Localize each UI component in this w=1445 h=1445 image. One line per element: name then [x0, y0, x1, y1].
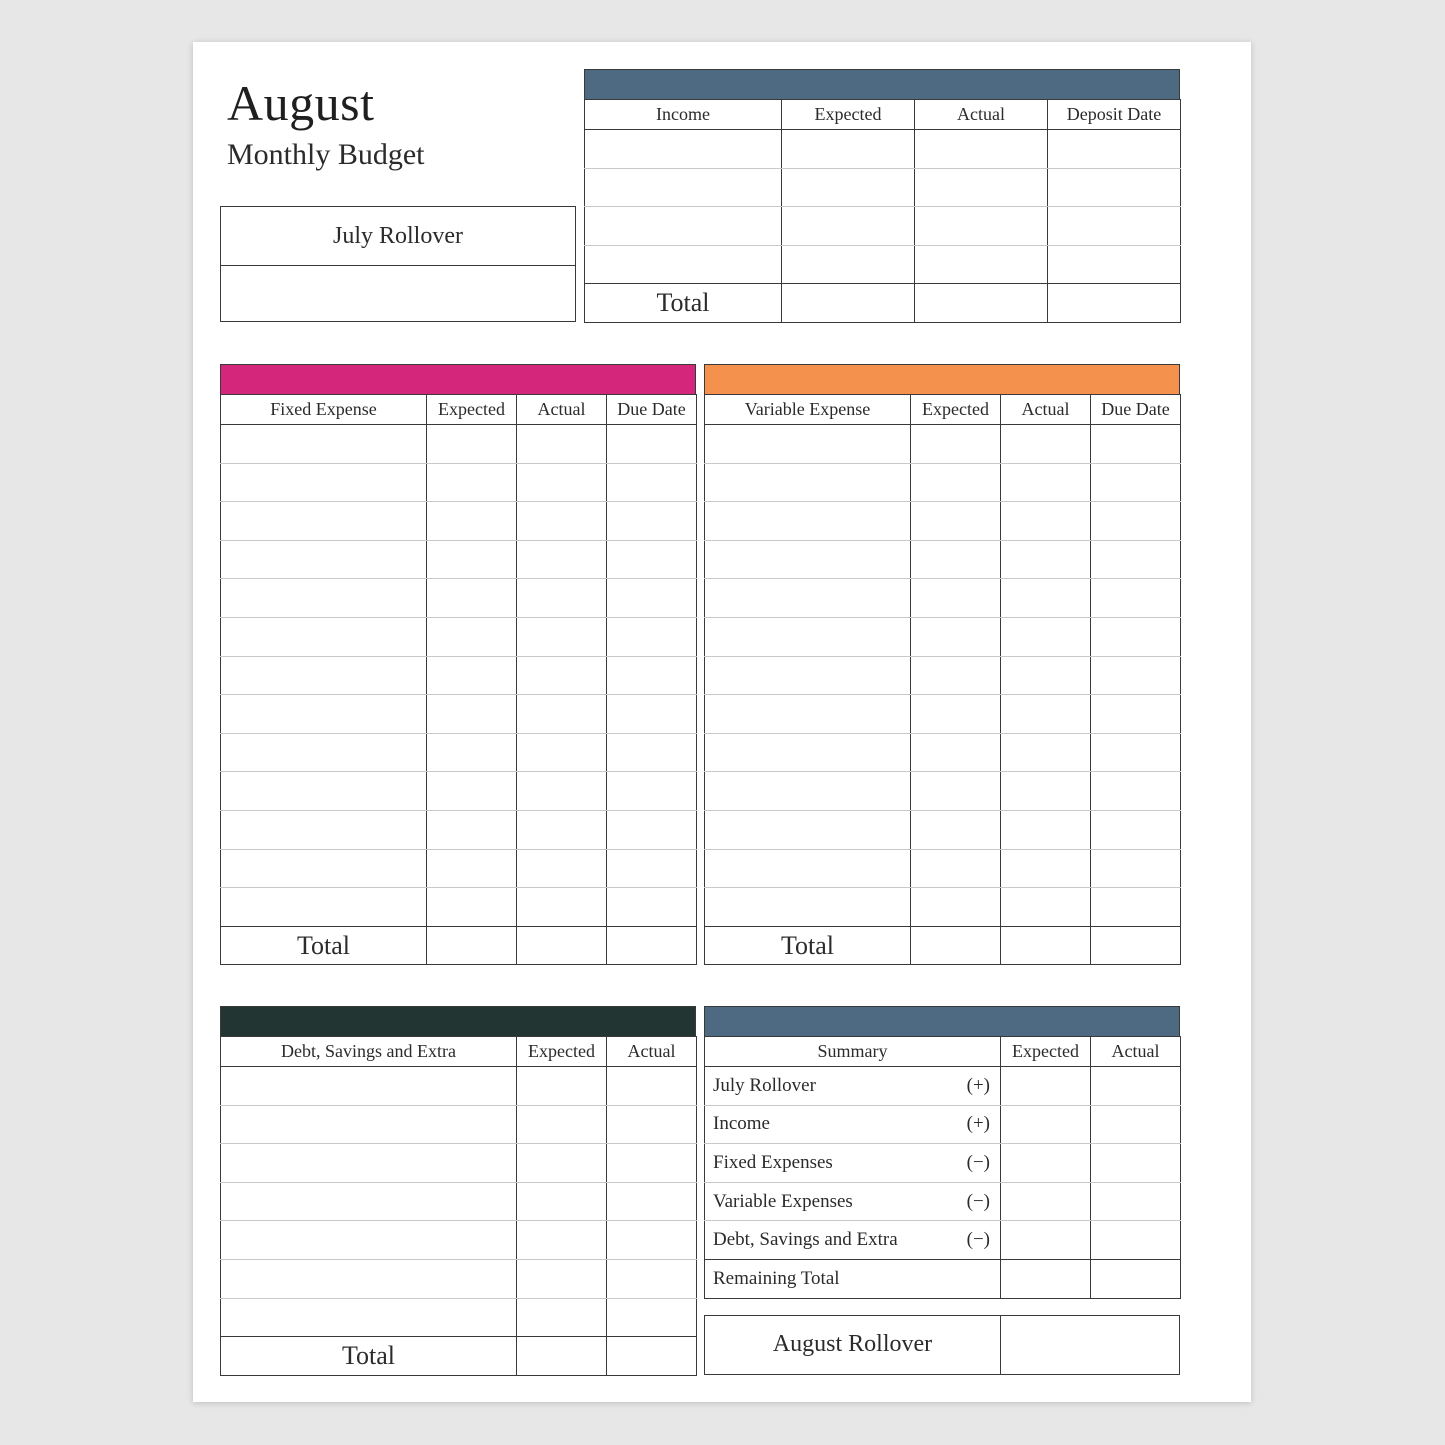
variable-entry-cell[interactable]	[1091, 656, 1181, 695]
fixed-entry-row	[221, 695, 697, 734]
variable-entry-row	[705, 463, 1181, 502]
income-entry-cell[interactable]	[915, 207, 1048, 246]
debt-entry-cell[interactable]	[517, 1221, 607, 1260]
debt-entry-cell[interactable]	[221, 1105, 517, 1144]
variable-entry-row	[705, 540, 1181, 579]
income-body	[585, 130, 1181, 284]
sign-label: (+)	[966, 1074, 990, 1096]
debt-entry-cell[interactable]	[607, 1259, 697, 1298]
summary-actual-cell[interactable]	[1091, 1105, 1181, 1144]
fixed-entry-cell[interactable]	[221, 656, 427, 695]
debt-entry-row	[221, 1259, 697, 1298]
fixed-entry-row	[221, 733, 697, 772]
fixed-entry-cell[interactable]	[427, 772, 517, 811]
variable-entry-cell[interactable]	[1091, 695, 1181, 734]
fixed-entry-cell[interactable]	[427, 888, 517, 927]
debt-entry-cell[interactable]	[517, 1067, 607, 1106]
income-entry-cell[interactable]	[915, 245, 1048, 284]
variable-total-date[interactable]	[1091, 926, 1181, 965]
income-entry-row	[585, 245, 1181, 284]
variable-entry-cell[interactable]	[705, 425, 911, 464]
debt-entry-cell[interactable]	[607, 1105, 697, 1144]
fixed-entry-cell[interactable]	[517, 463, 607, 502]
remaining-total-label: Remaining Total	[705, 1259, 1001, 1298]
fixed-entry-cell[interactable]	[517, 810, 607, 849]
fixed-total-expected[interactable]	[427, 926, 517, 965]
variable-entry-cell[interactable]	[911, 656, 1001, 695]
fixed-entry-cell[interactable]	[517, 849, 607, 888]
debt-total-label: Total	[221, 1337, 517, 1376]
expected-col-header: Expected	[517, 1037, 607, 1067]
fixed-entry-cell[interactable]	[427, 540, 517, 579]
debt-total-row	[221, 1337, 697, 1376]
fixed-total-actual[interactable]	[517, 926, 607, 965]
variable-entry-cell[interactable]	[1001, 463, 1091, 502]
summary-actual-cell[interactable]	[1091, 1144, 1181, 1183]
variable-total-label: Total	[705, 926, 911, 965]
income-entry-cell[interactable]	[585, 168, 782, 207]
variable-entry-cell[interactable]	[911, 502, 1001, 541]
debt-total-actual[interactable]	[607, 1337, 697, 1376]
july-rollover-box	[220, 206, 576, 322]
income-entry-cell[interactable]	[782, 130, 915, 169]
fixed-entry-row	[221, 772, 697, 811]
fixed-entry-cell[interactable]	[517, 540, 607, 579]
variable-entry-cell[interactable]	[1091, 888, 1181, 927]
debt-entry-row	[221, 1105, 697, 1144]
remaining-actual-cell[interactable]	[1091, 1259, 1181, 1298]
august-rollover-box	[704, 1315, 1180, 1375]
fixed-entry-cell[interactable]	[427, 733, 517, 772]
variable-entry-cell[interactable]	[1091, 502, 1181, 541]
income-entry-cell[interactable]	[585, 207, 782, 246]
income-header-bar	[584, 69, 1180, 99]
fixed-entry-cell[interactable]	[427, 810, 517, 849]
income-total-expected[interactable]	[782, 284, 915, 323]
summary-row-label	[705, 1221, 1001, 1260]
fixed-entry-cell[interactable]	[221, 810, 427, 849]
fixed-entry-cell[interactable]	[427, 695, 517, 734]
summary-row	[705, 1067, 1181, 1106]
variable-entry-cell[interactable]	[1001, 425, 1091, 464]
summary-row-label	[705, 1144, 1001, 1183]
fixed-entry-cell[interactable]	[517, 733, 607, 772]
variable-entry-cell[interactable]	[911, 425, 1001, 464]
variable-entry-cell[interactable]	[1001, 617, 1091, 656]
variable-header-row	[705, 395, 1181, 425]
variable-entry-cell[interactable]	[705, 540, 911, 579]
summary-actual-cell[interactable]	[1091, 1221, 1181, 1260]
fixed-entry-row	[221, 579, 697, 618]
fixed-entry-cell[interactable]	[427, 579, 517, 618]
fixed-entry-cell[interactable]	[221, 463, 427, 502]
summary-expected-cell[interactable]	[1001, 1105, 1091, 1144]
variable-entry-cell[interactable]	[1001, 888, 1091, 927]
variable-entry-cell[interactable]	[1091, 849, 1181, 888]
summary-expected-cell[interactable]	[1001, 1144, 1091, 1183]
actual-col-header: Actual	[915, 100, 1048, 130]
summary-col-header: Summary	[705, 1037, 1001, 1067]
debt-entry-cell[interactable]	[517, 1105, 607, 1144]
summary-row	[705, 1105, 1181, 1144]
fixed-entry-cell[interactable]	[517, 888, 607, 927]
debt-body	[221, 1067, 697, 1337]
variable-entry-cell[interactable]	[1001, 733, 1091, 772]
variable-expense-table	[704, 394, 1181, 965]
fixed-header-row	[221, 395, 697, 425]
variable-entry-cell[interactable]	[911, 888, 1001, 927]
variable-entry-cell[interactable]	[705, 656, 911, 695]
variable-entry-cell[interactable]	[1091, 617, 1181, 656]
variable-entry-cell[interactable]	[1001, 502, 1091, 541]
fixed-entry-row	[221, 888, 697, 927]
summary-expected-cell[interactable]	[1001, 1182, 1091, 1221]
debt-entry-cell[interactable]	[607, 1182, 697, 1221]
variable-entry-cell[interactable]	[1091, 772, 1181, 811]
fixed-entry-row	[221, 502, 697, 541]
expected-col-header: Expected	[1001, 1037, 1091, 1067]
variable-entry-cell[interactable]	[1001, 810, 1091, 849]
variable-entry-cell[interactable]	[705, 888, 911, 927]
due-date-col-header: Due Date	[607, 395, 697, 425]
summary-expected-cell[interactable]	[1001, 1067, 1091, 1106]
debt-entry-cell[interactable]	[607, 1221, 697, 1260]
debt-header-bar	[220, 1006, 696, 1036]
variable-entry-cell[interactable]	[911, 579, 1001, 618]
fixed-entry-cell[interactable]	[607, 425, 697, 464]
debt-savings-table	[220, 1036, 697, 1376]
august-rollover-amount-field[interactable]	[1001, 1316, 1179, 1374]
fixed-entry-cell[interactable]	[517, 425, 607, 464]
variable-entry-row	[705, 695, 1181, 734]
fixed-entry-cell[interactable]	[221, 888, 427, 927]
debt-entry-cell[interactable]	[517, 1298, 607, 1337]
fixed-entry-cell[interactable]	[607, 695, 697, 734]
fixed-entry-cell[interactable]	[517, 772, 607, 811]
fixed-total-row	[221, 926, 697, 965]
income-entry-row	[585, 130, 1181, 169]
variable-entry-cell[interactable]	[1001, 579, 1091, 618]
variable-entry-cell[interactable]	[705, 810, 911, 849]
variable-entry-cell[interactable]	[1001, 695, 1091, 734]
july-rollover-label: July Rollover	[221, 207, 575, 266]
actual-col-header: Actual	[1001, 395, 1091, 425]
income-entry-cell[interactable]	[1048, 245, 1181, 284]
summary-row-label	[705, 1067, 1001, 1106]
income-entry-cell[interactable]	[915, 130, 1048, 169]
actual-col-header: Actual	[607, 1037, 697, 1067]
income-total-row	[585, 284, 1181, 323]
variable-entry-cell[interactable]	[911, 733, 1001, 772]
variable-entry-cell[interactable]	[705, 463, 911, 502]
variable-entry-cell[interactable]	[705, 502, 911, 541]
fixed-entry-cell[interactable]	[221, 540, 427, 579]
summary-row-label	[705, 1182, 1001, 1221]
income-col-header: Income	[585, 100, 782, 130]
fixed-expense-col-header: Fixed Expense	[221, 395, 427, 425]
income-entry-cell[interactable]	[1048, 130, 1181, 169]
august-rollover-label: August Rollover	[705, 1316, 1001, 1374]
summary-header-bar	[704, 1006, 1180, 1036]
income-entry-row	[585, 207, 1181, 246]
fixed-entry-cell[interactable]	[517, 695, 607, 734]
variable-entry-row	[705, 733, 1181, 772]
remaining-expected-cell[interactable]	[1001, 1259, 1091, 1298]
fixed-entry-cell[interactable]	[607, 849, 697, 888]
variable-entry-cell[interactable]	[1001, 772, 1091, 811]
debt-entry-cell[interactable]	[221, 1182, 517, 1221]
expected-col-header: Expected	[911, 395, 1001, 425]
variable-entry-row	[705, 656, 1181, 695]
fixed-entry-cell[interactable]	[607, 772, 697, 811]
summary-row-label	[705, 1105, 1001, 1144]
variable-entry-row	[705, 888, 1181, 927]
fixed-entry-row	[221, 656, 697, 695]
variable-entry-cell[interactable]	[911, 849, 1001, 888]
variable-entry-row	[705, 617, 1181, 656]
due-date-col-header: Due Date	[1091, 395, 1181, 425]
variable-total-row	[705, 926, 1181, 965]
income-table	[584, 99, 1181, 323]
actual-col-header: Actual	[517, 395, 607, 425]
fixed-entry-cell[interactable]	[221, 772, 427, 811]
income-entry-row	[585, 168, 1181, 207]
income-total-label: Total	[585, 284, 782, 323]
variable-total-actual[interactable]	[1001, 926, 1091, 965]
row-label-text: Income	[713, 1113, 770, 1135]
fixed-entry-cell[interactable]	[221, 695, 427, 734]
fixed-entry-cell[interactable]	[221, 617, 427, 656]
variable-entry-cell[interactable]	[911, 540, 1001, 579]
income-entry-cell[interactable]	[782, 245, 915, 284]
variable-entry-cell[interactable]	[705, 772, 911, 811]
fixed-entry-cell[interactable]	[607, 656, 697, 695]
debt-entry-cell[interactable]	[607, 1144, 697, 1183]
sign-label: (−)	[966, 1151, 990, 1173]
fixed-entry-cell[interactable]	[607, 888, 697, 927]
page-title: August	[227, 75, 375, 131]
fixed-expense-table	[220, 394, 697, 965]
variable-entry-cell[interactable]	[1091, 810, 1181, 849]
sign-label: (+)	[966, 1113, 990, 1135]
variable-entry-cell[interactable]	[705, 733, 911, 772]
variable-entry-cell[interactable]	[911, 695, 1001, 734]
debt-header-row	[221, 1037, 697, 1067]
fixed-entry-cell[interactable]	[221, 425, 427, 464]
variable-entry-row	[705, 772, 1181, 811]
fixed-entry-cell[interactable]	[607, 502, 697, 541]
variable-entry-cell[interactable]	[1091, 425, 1181, 464]
income-header-row	[585, 100, 1181, 130]
debt-col-header: Debt, Savings and Extra	[221, 1037, 517, 1067]
income-entry-cell[interactable]	[1048, 168, 1181, 207]
row-label-text: Fixed Expenses	[713, 1151, 833, 1173]
debt-entry-cell[interactable]	[517, 1259, 607, 1298]
debt-entry-cell[interactable]	[607, 1067, 697, 1106]
income-entry-cell[interactable]	[585, 245, 782, 284]
debt-entry-cell[interactable]	[517, 1182, 607, 1221]
summary-header-row	[705, 1037, 1181, 1067]
income-total-actual[interactable]	[915, 284, 1048, 323]
debt-entry-row	[221, 1067, 697, 1106]
fixed-entry-cell[interactable]	[221, 733, 427, 772]
fixed-entry-cell[interactable]	[607, 810, 697, 849]
sign-label: (−)	[966, 1229, 990, 1251]
fixed-entry-cell[interactable]	[427, 425, 517, 464]
debt-entry-cell[interactable]	[517, 1144, 607, 1183]
debt-entry-cell[interactable]	[607, 1298, 697, 1337]
debt-total-expected[interactable]	[517, 1337, 607, 1376]
variable-entry-row	[705, 849, 1181, 888]
income-entry-cell[interactable]	[915, 168, 1048, 207]
variable-entry-cell[interactable]	[1091, 540, 1181, 579]
debt-entry-row	[221, 1298, 697, 1337]
expected-col-header: Expected	[427, 395, 517, 425]
fixed-entry-cell[interactable]	[607, 540, 697, 579]
variable-entry-cell[interactable]	[1001, 849, 1091, 888]
page-subtitle: Monthly Budget	[227, 138, 425, 171]
fixed-entry-cell[interactable]	[607, 579, 697, 618]
variable-entry-row	[705, 579, 1181, 618]
variable-entry-cell[interactable]	[1091, 579, 1181, 618]
variable-entry-cell[interactable]	[705, 579, 911, 618]
summary-table	[704, 1036, 1181, 1299]
fixed-entry-cell[interactable]	[517, 502, 607, 541]
row-label-text: Variable Expenses	[713, 1190, 853, 1212]
debt-entry-cell[interactable]	[221, 1144, 517, 1183]
fixed-entry-cell[interactable]	[427, 656, 517, 695]
fixed-entry-cell[interactable]	[221, 579, 427, 618]
debt-entry-row	[221, 1221, 697, 1260]
july-rollover-amount-field[interactable]	[221, 266, 575, 322]
summary-actual-cell[interactable]	[1091, 1182, 1181, 1221]
debt-entry-cell[interactable]	[221, 1298, 517, 1337]
fixed-entry-row	[221, 617, 697, 656]
debt-entry-cell[interactable]	[221, 1067, 517, 1106]
remaining-total-row	[705, 1259, 1181, 1298]
fixed-entry-row	[221, 540, 697, 579]
summary-row	[705, 1221, 1181, 1260]
income-entry-cell[interactable]	[782, 207, 915, 246]
debt-entry-cell[interactable]	[221, 1221, 517, 1260]
variable-header-bar	[704, 364, 1180, 394]
fixed-entry-cell[interactable]	[517, 579, 607, 618]
variable-body	[705, 425, 1181, 927]
fixed-header-bar	[220, 364, 696, 394]
fixed-body	[221, 425, 697, 927]
expected-col-header: Expected	[782, 100, 915, 130]
fixed-entry-cell[interactable]	[517, 656, 607, 695]
fixed-entry-cell[interactable]	[607, 733, 697, 772]
variable-entry-cell[interactable]	[911, 772, 1001, 811]
income-entry-cell[interactable]	[1048, 207, 1181, 246]
summary-row	[705, 1182, 1181, 1221]
fixed-entry-cell[interactable]	[607, 463, 697, 502]
summary-expected-cell[interactable]	[1001, 1221, 1091, 1260]
variable-entry-cell[interactable]	[911, 463, 1001, 502]
fixed-entry-cell[interactable]	[427, 617, 517, 656]
fixed-entry-cell[interactable]	[517, 617, 607, 656]
sign-label: (−)	[966, 1190, 990, 1212]
fixed-entry-cell[interactable]	[427, 502, 517, 541]
variable-entry-cell[interactable]	[705, 849, 911, 888]
variable-entry-cell[interactable]	[705, 695, 911, 734]
fixed-entry-row	[221, 849, 697, 888]
variable-entry-row	[705, 810, 1181, 849]
variable-total-expected[interactable]	[911, 926, 1001, 965]
fixed-entry-cell[interactable]	[427, 463, 517, 502]
variable-entry-cell[interactable]	[911, 810, 1001, 849]
summary-row	[705, 1144, 1181, 1183]
fixed-entry-cell[interactable]	[607, 617, 697, 656]
fixed-total-label: Total	[221, 926, 427, 965]
row-label-text: July Rollover	[713, 1074, 816, 1096]
fixed-entry-row	[221, 463, 697, 502]
income-entry-cell[interactable]	[782, 168, 915, 207]
variable-entry-cell[interactable]	[1091, 463, 1181, 502]
fixed-entry-cell[interactable]	[427, 849, 517, 888]
variable-entry-row	[705, 502, 1181, 541]
fixed-entry-cell[interactable]	[221, 502, 427, 541]
income-entry-cell[interactable]	[585, 130, 782, 169]
summary-actual-cell[interactable]	[1091, 1067, 1181, 1106]
fixed-entry-row	[221, 810, 697, 849]
deposit-date-col-header: Deposit Date	[1048, 100, 1181, 130]
income-total-date[interactable]	[1048, 284, 1181, 323]
variable-entry-cell[interactable]	[705, 617, 911, 656]
variable-entry-row	[705, 425, 1181, 464]
debt-entry-row	[221, 1144, 697, 1183]
variable-entry-cell[interactable]	[1001, 656, 1091, 695]
budget-page	[193, 42, 1251, 1402]
variable-entry-cell[interactable]	[1001, 540, 1091, 579]
fixed-entry-cell[interactable]	[221, 849, 427, 888]
debt-entry-cell[interactable]	[221, 1259, 517, 1298]
fixed-entry-row	[221, 425, 697, 464]
row-label-text: Debt, Savings and Extra	[713, 1229, 898, 1251]
variable-entry-cell[interactable]	[1091, 733, 1181, 772]
actual-col-header: Actual	[1091, 1037, 1181, 1067]
variable-expense-col-header: Variable Expense	[705, 395, 911, 425]
fixed-total-date[interactable]	[607, 926, 697, 965]
debt-entry-row	[221, 1182, 697, 1221]
variable-entry-cell[interactable]	[911, 617, 1001, 656]
